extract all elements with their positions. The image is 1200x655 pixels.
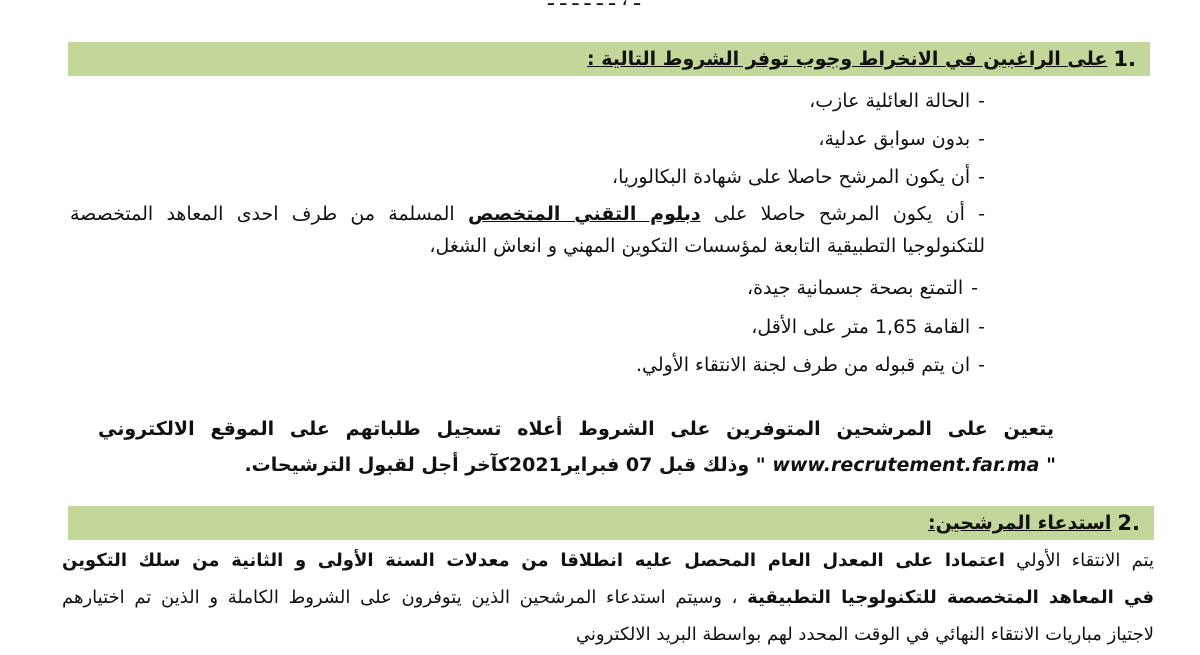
condition-item: -ان يتم قبوله من طرف لجنة الانتقاء الأولي. — [636, 354, 985, 376]
condition-item: -بدون سوابق عدلية، — [818, 128, 985, 150]
recruitment-url-link[interactable]: www.recrutement.far.ma — [772, 454, 1040, 476]
url-quote-open: " — [1046, 454, 1056, 476]
condition-text: التمتع بصحة جسمانية جيدة، — [746, 277, 964, 299]
condition-text: القامة 1,65 متر على الأقل، — [751, 316, 971, 338]
section-1-title: على الراغبين في الانخراط وجوب توفر الشروط التالية : — [587, 48, 1108, 70]
condition-text-continued: للتكنولوجيا التطبيقية التابعة لمؤسسات التكوين المهني و انعاش الشغل، — [429, 235, 985, 257]
condition-item: -أن يكون المرشح حاصلا على شهادة البكالوريا، — [611, 166, 985, 188]
diploma-highlight: دبلوم التقني المتخصص — [467, 203, 701, 225]
condition-item-diploma: - أن يكون المرشح حاصلا على دبلوم التقني المتخصص المسلمة من طرف احدى المعاهد المتخصصة للتكنولوجيا التطبيقية التابعة لمؤسسات التكوين المهني و انعاش الشغل، — [70, 203, 985, 257]
notice-line: يتعين على المرشحين المتوفرين على الشروط أعلاه تسجيل طلباتهم على الموقع الالكتروني — [98, 418, 1054, 440]
section-2-paragraph: يتم الانتقاء الأولي اعتمادا على المعدل العام المحصل عليه انطلاقا من معدلات السنة الأولى و الثانية من سلك التكوين في المعاهد المتخصصة للتكنولوجيا التطبيقية ، وسيتم استدعاء المرشحين الذين يتوفرون على الشروط الكاملة و الذين تم اختيارهم لاجتياز مباريات الانتقاء النهائي في الوقت المحدد لهم بواسطة البريد الالكتروني — [62, 550, 1154, 645]
condition-item: -الحالة العائلية عازب، — [809, 90, 985, 112]
condition-text: بدون سوابق عدلية، — [818, 128, 971, 150]
section-1-number: .1 — [1113, 47, 1136, 71]
condition-item: -التمتع بصحة جسمانية جيدة، — [746, 277, 978, 299]
section-1-header — [68, 42, 1150, 76]
condition-text: ان يتم قبوله من طرف لجنة الانتقاء الأولي. — [636, 354, 971, 376]
cut-off-line: لاجتياز مباريات الانتقاء النهائي في الوقت المحدد لهم بواسطة البريد الالكتروني — [575, 624, 1154, 645]
condition-text: الحالة العائلية عازب، — [809, 90, 971, 112]
condition-text: المسلمة من طرف احدى المعاهد المتخصصة — [70, 203, 455, 225]
url-quote-close: " — [755, 454, 766, 476]
registration-notice — [98, 418, 1054, 476]
cut-off-text-fragment — [548, 0, 640, 10]
condition-text: أن يكون المرشح حاصلا على — [713, 203, 965, 225]
notice-deadline: وذلك قبل 07 فبراير2021كآخر أجل لقبول الترشيحات. — [244, 454, 750, 476]
condition-text: أن يكون المرشح حاصلا على شهادة البكالوريا، — [611, 166, 971, 188]
section-2-number: .2 — [1117, 511, 1140, 535]
condition-item: -القامة 1,65 متر على الأقل، — [751, 316, 985, 338]
section-2-header — [68, 506, 1154, 540]
section-2-title: استدعاء المرشحين: — [927, 512, 1112, 534]
